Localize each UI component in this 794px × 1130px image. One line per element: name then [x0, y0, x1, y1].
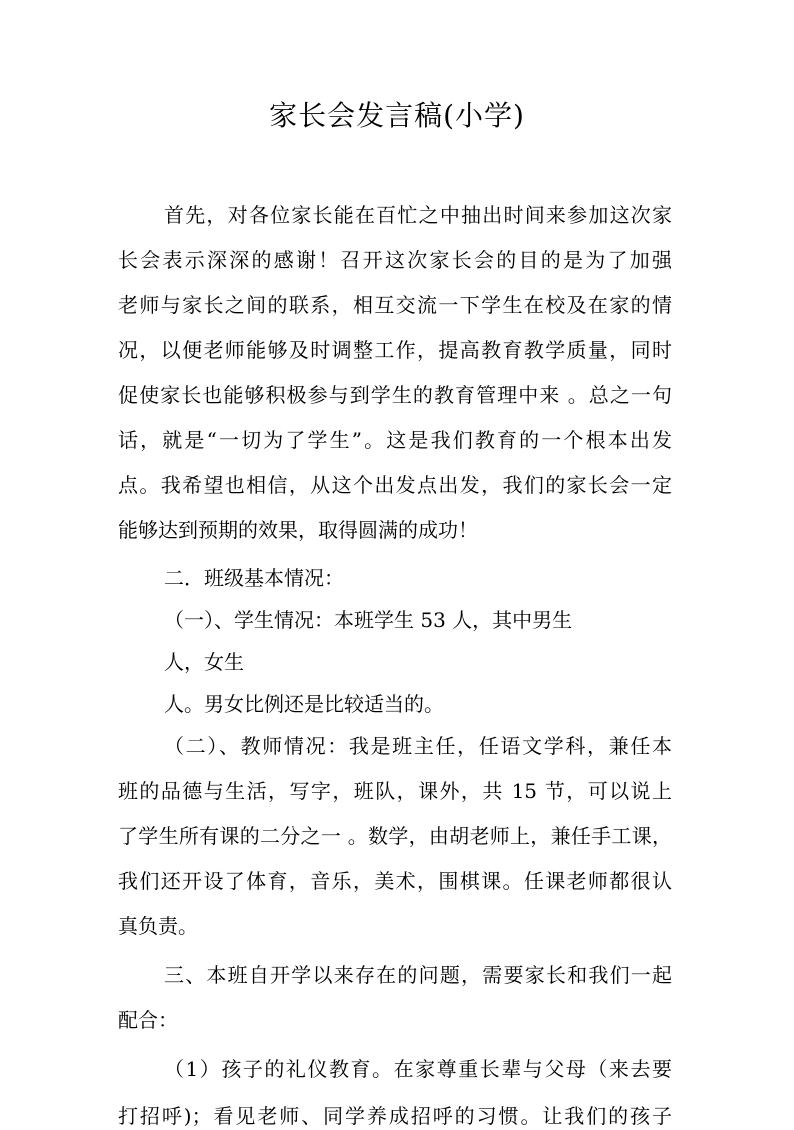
paragraph-line: 三、本班自开学以来存在的问题，需要家长和我们一起 — [164, 963, 672, 987]
paragraph-line: （1）孩子的礼仪教育。在家尊重长辈与父母（来去要 — [164, 1057, 672, 1081]
paragraph-line: 促使家长也能够积极参与到学生的教育管理中来 。总之一句 — [118, 383, 672, 407]
paragraph-line: 话，就是“一切为了学生”。这是我们教育的一个根本出发 — [118, 428, 672, 452]
paragraph-line: 首先，对各位家长能在百忙之中抽出时间来参加这次家 — [164, 203, 672, 227]
paragraph-line: （二）、教师情况：我是班主任，任语文学科，兼任本 — [164, 734, 672, 758]
paragraph-line: 能够达到预期的效果，取得圆满的成功！ — [118, 518, 478, 542]
paragraph-line: 我们还开设了体育，音乐，美术，围棋课。任课老师都很认 — [118, 869, 672, 893]
paragraph-line: 了学生所有课的二分之一 。数学，由胡老师上，兼任手工课， — [118, 824, 672, 848]
paragraph-line: 配合： — [118, 1008, 178, 1032]
paragraph-line: 人。男女比例还是比较适当的。 — [164, 692, 444, 716]
paragraph-line: （一）、学生情况：本班学生 53 人，其中男生 — [164, 608, 573, 632]
paragraph-line: 二．班级基本情况： — [164, 566, 344, 590]
paragraph-line: 况，以便老师能够及时调整工作，提高教育教学质量，同时 — [118, 338, 672, 362]
paragraph-line: 打招呼)；看见老师、同学养成招呼的习惯。让我们的孩子 — [118, 1104, 672, 1128]
paragraph-line: 人，女生 — [164, 650, 244, 674]
paragraph-line: 真负责。 — [118, 914, 198, 938]
paragraph-line: 长会表示深深的感谢！召开这次家长会的目的是为了加强 — [118, 248, 672, 272]
paragraph-line: 班的品德与生活，写字，班队，课外，共 15 节，可以说上 — [118, 779, 672, 803]
document-title: 家长会发言稿(小学) — [269, 99, 525, 132]
paragraph-line: 老师与家长之间的联系，相互交流一下学生在校及在家的情 — [118, 293, 672, 317]
paragraph-line: 点。我希望也相信，从这个出发点出发，我们的家长会一定 — [118, 473, 672, 497]
